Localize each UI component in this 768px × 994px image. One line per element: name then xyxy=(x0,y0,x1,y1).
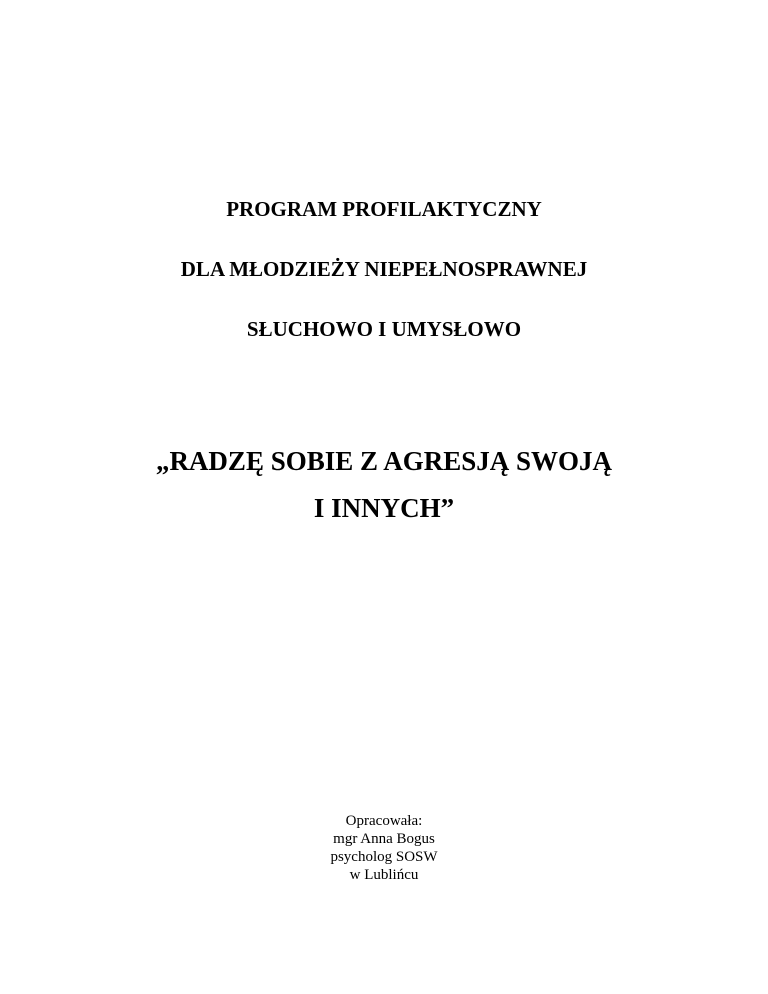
author-name: mgr Anna Bogus xyxy=(333,831,435,847)
program-title-line-1: „RADZĘ SOBIE Z AGRESJĄ SWOJĄ xyxy=(155,446,613,476)
program-heading-line-2: DLA MŁODZIEŻY NIEPEŁNOSPRAWNEJ xyxy=(180,257,588,281)
program-heading-line-3: SŁUCHOWO I UMYSŁOWO xyxy=(246,317,522,341)
author-role: psycholog SOSW xyxy=(330,849,438,865)
author-place: w Lublińcu xyxy=(349,867,419,883)
author-label: Opracowała: xyxy=(345,813,423,829)
program-title-line-2: I INNYCH” xyxy=(313,493,455,523)
program-heading-line-1: PROGRAM PROFILAKTYCZNY xyxy=(226,197,542,221)
